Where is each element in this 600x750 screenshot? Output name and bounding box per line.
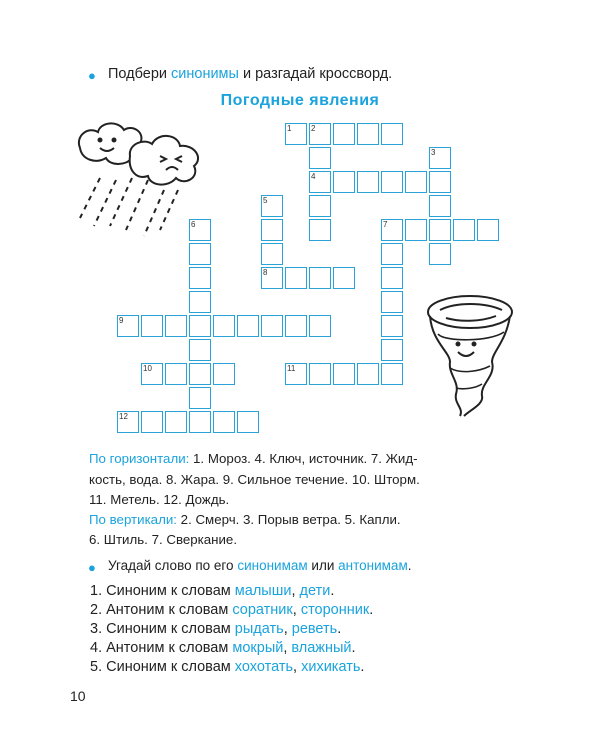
list-item: 2. Антоним к словам соратник, сторонник. (90, 602, 374, 618)
crossword-number: 4 (311, 172, 316, 181)
crossword-cell[interactable] (261, 315, 283, 337)
crossword-number: 9 (119, 316, 124, 325)
crossword-cell[interactable] (309, 195, 331, 217)
crossword-cell[interactable] (357, 171, 379, 193)
crossword-cell[interactable] (429, 243, 451, 265)
crossword-cell[interactable] (261, 243, 283, 265)
task2-instruction: Угадай слово по его синонимам или антонимам. (108, 558, 412, 573)
clue-line-1: По горизонтали: 1. Мороз. 4. Ключ, источник. 7. Жид- (89, 451, 418, 466)
crossword-cell[interactable] (285, 267, 307, 289)
page-number: 10 (70, 688, 86, 704)
crossword-cell[interactable] (429, 219, 451, 241)
crossword-number: 11 (287, 364, 296, 373)
crossword-cell[interactable] (309, 315, 331, 337)
crossword-number: 12 (119, 412, 128, 421)
crossword-cell[interactable] (381, 123, 403, 145)
clue-line-4: По вертикали: 2. Смерч. 3. Порыв ветра. 5. Капли. (89, 512, 401, 527)
crossword-cell[interactable] (189, 267, 211, 289)
crossword-cell[interactable] (309, 147, 331, 169)
crossword-cell[interactable] (213, 315, 235, 337)
crossword-cell[interactable] (381, 243, 403, 265)
crossword-cell[interactable] (261, 219, 283, 241)
crossword-cell[interactable] (429, 171, 451, 193)
clue-line-5: 6. Штиль. 7. Сверкание. (89, 532, 238, 547)
crossword-cell[interactable] (357, 363, 379, 385)
crossword-cell[interactable] (141, 411, 163, 433)
crossword-cell[interactable] (189, 339, 211, 361)
crossword-number: 2 (311, 124, 316, 133)
crossword-cell[interactable] (333, 123, 355, 145)
tornado-icon (420, 292, 530, 422)
crossword-number: 10 (143, 364, 152, 373)
crossword-number: 6 (191, 220, 196, 229)
crossword-cell[interactable] (381, 291, 403, 313)
clue-line-2: кость, вода. 8. Жара. 9. Сильное течение. 10. Шторм. (89, 472, 420, 487)
crossword-cell[interactable] (189, 387, 211, 409)
crossword-number: 1 (287, 124, 292, 133)
crossword-cell[interactable] (453, 219, 475, 241)
crossword-cell[interactable] (381, 339, 403, 361)
list-item: 3. Синоним к словам рыдать, реветь. (90, 621, 342, 637)
crossword-number: 7 (383, 220, 388, 229)
crossword-cell[interactable] (405, 171, 427, 193)
crossword-cell[interactable] (285, 315, 307, 337)
clue-line-3: 11. Метель. 12. Дождь. (89, 492, 230, 507)
list-item: 4. Антоним к словам мокрый, влажный. (90, 640, 356, 656)
crossword-cell[interactable] (357, 123, 379, 145)
crossword-cell[interactable] (165, 363, 187, 385)
list-item: 5. Синоним к словам хохотать, хихикать. (90, 659, 365, 675)
crossword-cell[interactable] (309, 219, 331, 241)
task1-instruction: Подбери синонимы и разгадай кроссворд. (108, 66, 393, 82)
crossword-cell[interactable] (165, 411, 187, 433)
crossword-cell[interactable] (333, 171, 355, 193)
crossword-cell[interactable] (213, 411, 235, 433)
crossword-cell[interactable] (189, 291, 211, 313)
crossword-cell[interactable] (381, 267, 403, 289)
crossword-cell[interactable] (141, 315, 163, 337)
crossword-cell[interactable] (405, 219, 427, 241)
crossword-number: 5 (263, 196, 268, 205)
crossword-cell[interactable] (189, 363, 211, 385)
crossword-cell[interactable] (429, 195, 451, 217)
crossword-cell[interactable] (213, 363, 235, 385)
crossword-cell[interactable] (237, 315, 259, 337)
crossword-cell[interactable] (333, 267, 355, 289)
crossword-cell[interactable] (381, 363, 403, 385)
bullet-icon: ● (88, 560, 96, 575)
crossword-cell[interactable] (165, 315, 187, 337)
crossword-cell[interactable] (381, 171, 403, 193)
crossword-cell[interactable] (309, 363, 331, 385)
crossword-title: Погодные явления (220, 92, 380, 109)
crossword-number: 3 (431, 148, 436, 157)
crossword-cell[interactable] (477, 219, 499, 241)
bullet-icon: ● (88, 68, 96, 83)
crossword-number: 8 (263, 268, 268, 277)
list-item: 1. Синоним к словам малыши, дети. (90, 583, 335, 599)
crossword-cell[interactable] (189, 243, 211, 265)
crossword-cell[interactable] (189, 411, 211, 433)
crossword-cell[interactable] (381, 315, 403, 337)
crossword-cell[interactable] (309, 267, 331, 289)
crossword-cell[interactable] (237, 411, 259, 433)
crossword-cell[interactable] (333, 363, 355, 385)
crossword-cell[interactable] (189, 315, 211, 337)
